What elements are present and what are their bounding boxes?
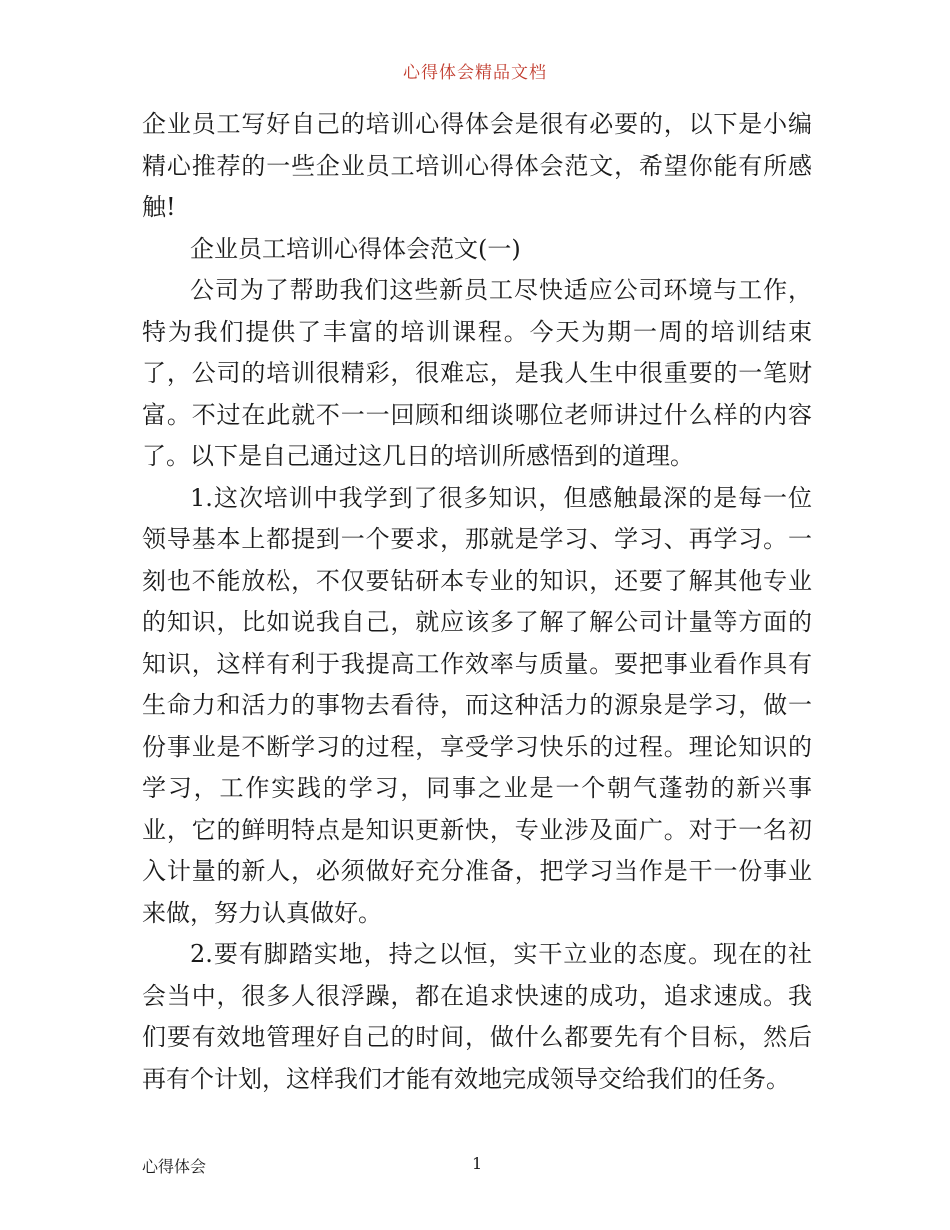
body-paragraph: 公司为了帮助我们这些新员工尽快适应公司环境与工作，特为我们提供了丰富的培训课程。今天为期一周的培训结束了，公司的培训很精彩，很难忘，是我人生中很重要的一笔财富。不过在此就不一一回顾和细谈哪位老师讲过什么样的内容了。以下是自己通过这几日的培训所感悟到的道理。 [142, 276, 812, 470]
body-paragraph: 1.这次培训中我学到了很多知识，但感触最深的是每一位领导基本上都提到一个要求，那就是学习、学习、再学习。一刻也不能放松，不仅要钻研本专业的知识，还要了解其他专业的知识，比如说我自己，就应该多了解了解公司计量等方面的知识，这样有利于我提高工作效率与质量。要把事业看作具有生命力和活力的事物去看待，而这种活力的源泉是学习，做一份事业是不断学习的过程，享受学习快乐的过程。理论知识的学习，工作实践的学习，同事之业是一个朝气蓬勃的新兴事业，它的鲜明特点是知识更新快，专业涉及面广。对于一名初入计量的新人，必须做好充分准备，把学习当作是干一份事业来做，努力认真做好。 [142, 483, 812, 927]
footer-label: 心得体会 [142, 1157, 207, 1176]
section-heading: 企业员工培训心得体会范文(一) [190, 234, 521, 263]
document-body [142, 104, 812, 1100]
intro-paragraph: 企业员工写好自己的培训心得体会是很有必要的，以下是小编精心推荐的一些企业员工培训心得体会范文，希望你能有所感触! [142, 110, 812, 221]
body-paragraph: 2.要有脚踏实地，持之以恒，实干立业的态度。现在的社会当中，很多人很浮躁，都在追求快速的成功，追求速成。我们要有效地管理好自己的时间，做什么都要先有个目标，然后再有个计划，这样我们才能有效地完成领导交给我们的任务。 [142, 940, 812, 1093]
page-number: 1 [472, 1154, 483, 1173]
page-header-title: 心得体会精品文档 [403, 63, 547, 83]
